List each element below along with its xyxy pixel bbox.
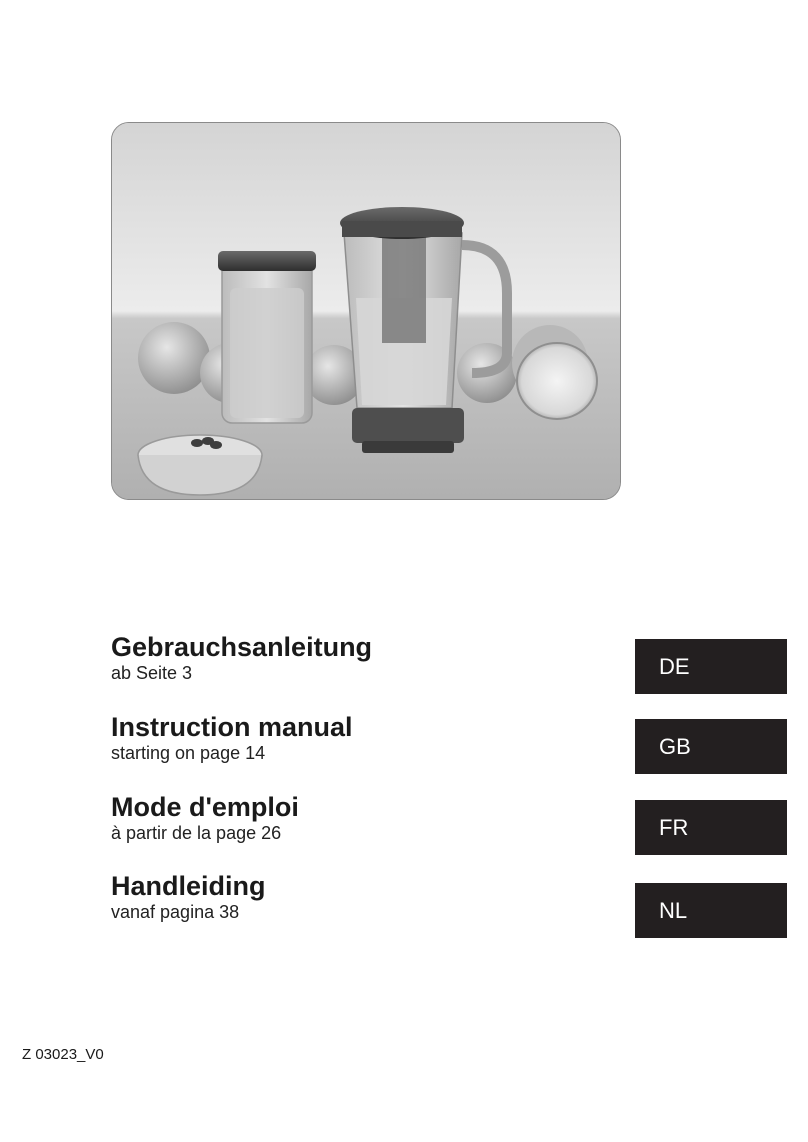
language-tab-gb: GB — [635, 719, 787, 774]
apple-left-image — [138, 322, 210, 394]
product-photo — [111, 122, 621, 500]
language-tab-de: DE — [635, 639, 787, 694]
language-subtitle: vanaf pagina 38 — [111, 902, 240, 922]
language-title: Instruction manual — [111, 712, 353, 742]
language-entry-fr — [111, 792, 299, 844]
language-tab-fr: FR — [635, 800, 787, 855]
language-title: Gebrauchsanleitung — [111, 632, 373, 662]
language-entry-nl — [111, 871, 266, 923]
language-title: Handleiding — [111, 871, 266, 901]
language-subtitle: starting on page 14 — [111, 743, 266, 763]
language-entry-gb — [111, 712, 353, 764]
language-subtitle: ab Seite 3 — [111, 663, 193, 683]
language-tab-nl: NL — [635, 883, 787, 938]
orange-half-image — [517, 343, 597, 419]
language-subtitle: à partir de la page 26 — [111, 823, 282, 843]
language-title: Mode d'emploi — [111, 792, 299, 822]
document-code: Z 03023_V0 — [22, 1046, 104, 1063]
language-entry-de — [111, 632, 372, 684]
